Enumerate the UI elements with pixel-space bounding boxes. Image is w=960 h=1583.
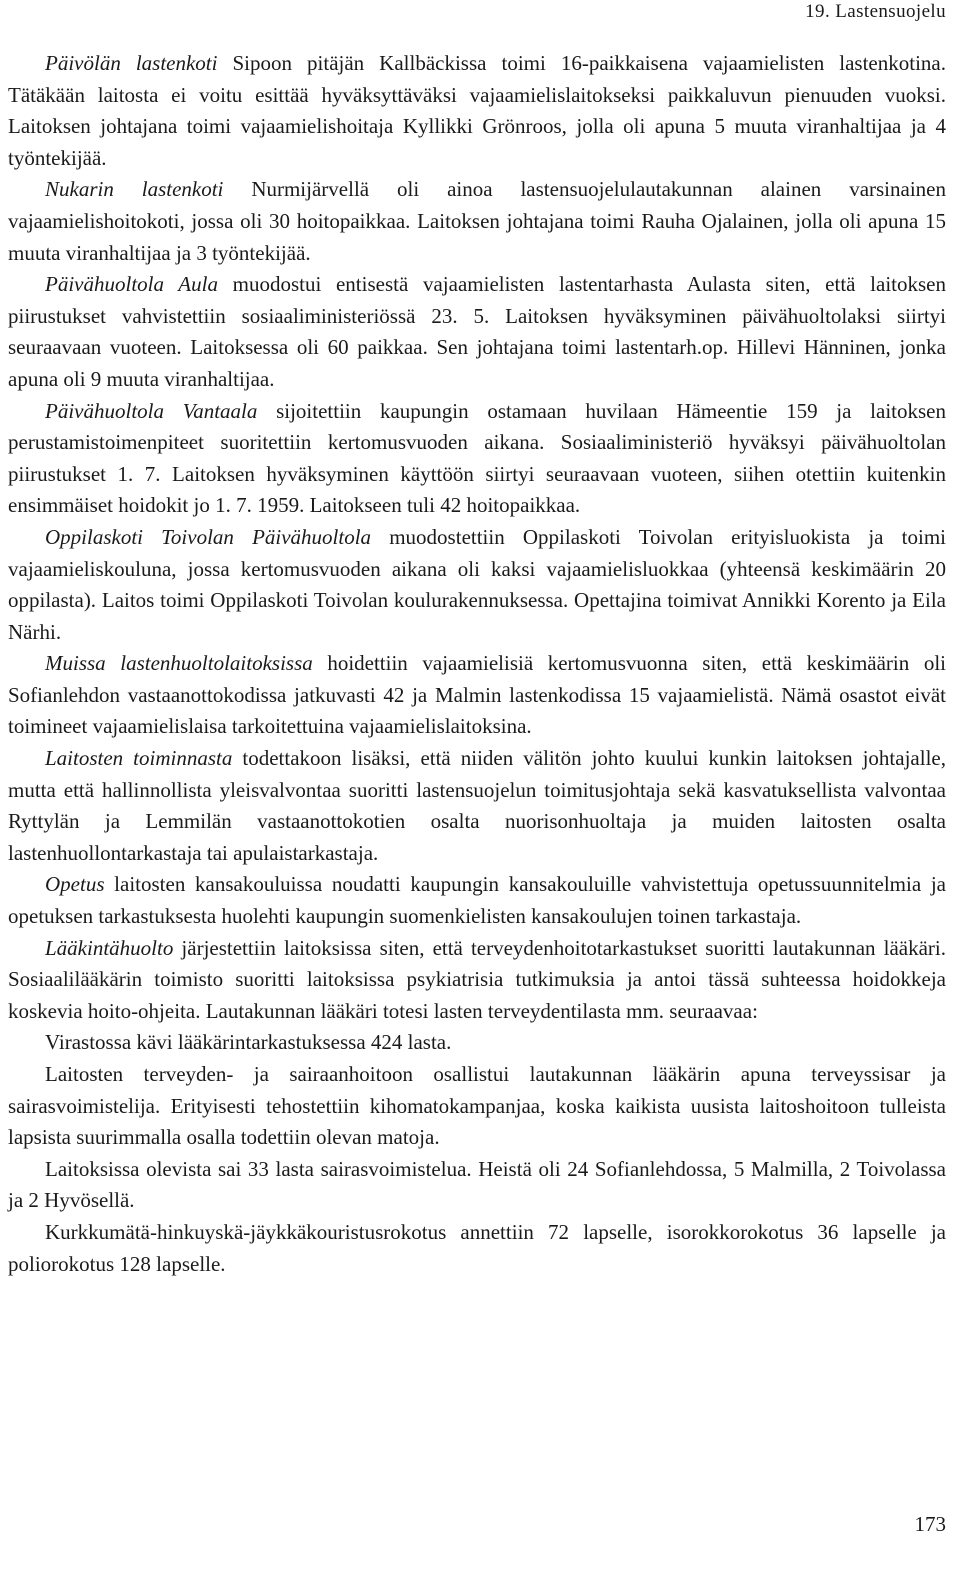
running-header: 19. Lastensuojelu: [805, 1, 946, 22]
paragraph-text: järjestettiin laitoksissa siten, että terveydenhoitotarkastukset suoritti lautakunnan lääkäri. Sosiaalilääkärin toimisto suoritti laitoksissa psykiatrisia tutkimuksia ja antoi tässä suhteessa hoidokkeja koskevia hoito-ohjeita. Lautakunnan lääkäri totesi lasten terveydentilasta mm. seuraavaa:: [8, 935, 946, 1023]
paragraph-opetus: [8, 869, 946, 932]
paragraph-muissa: [8, 648, 946, 743]
paragraph-text: Sipoon pitäjän Kallbäckissa toimi 16-paikkaisena vajaamielisten lastenkotina. Tätäkään laitosta ei voitu esittää hyväksyttäväksi vajaamielislaitokseksi paikkaluvun pienuuden vuoksi. Laitoksen johtajana toimi vajaamielishoitaja Kyllikki Grönroos, jolla oli apuna 5 muuta viranhaltijaa ja 4 työntekijää.: [8, 51, 946, 170]
paragraph-lead: Päivähuoltola Vantaala: [45, 398, 258, 423]
paragraph-lead: Opetus: [45, 872, 105, 897]
paragraph-text: Laitoksissa olevista sai 33 lasta sairasvoimistelua. Heistä oli 24 Sofianlehdossa, 5 Malmilla, 2 Toivolassa ja 2 Hyvösellä.: [8, 1156, 946, 1213]
paragraph-toivola: [8, 522, 946, 648]
paragraph-toiminnasta: [8, 743, 946, 869]
paragraph-text: Kurkkumätä-hinkuyskä-jäykkäkouristusrokotus annettiin 72 lapselle, isorokkorokotus 36 lapselle ja poliorokotus 128 lapselle.: [8, 1219, 946, 1276]
paragraph-nukari: [8, 174, 946, 269]
paragraph-text: laitosten kansakouluissa noudatti kaupungin kansakouluille vahvistettuja opetussuunnitelmia ja opetuksen tarkastuksesta huolehti kaupungin suomenkielisten kansakoulujen toinen tarkastaja.: [8, 872, 946, 929]
page-number: 173: [914, 1512, 946, 1536]
paragraph-aula: [8, 269, 946, 395]
paragraph-text: Nurmijärvellä oli ainoa lastensuojelulautakunnan alainen varsinainen vajaamielishoitokoti, jossa oli 30 hoitopaikkaa. Laitoksen johtajana toimi Rauha Ojalainen, jolla oli apuna 15 muuta viranhaltijaa ja 3 työntekijää.: [8, 177, 946, 265]
paragraph-rokotukset: [8, 1217, 946, 1280]
paragraph-lead: Päivölän lastenkoti: [45, 51, 218, 75]
paragraph-lead: Oppilaskoti Toivolan Päivähuoltola: [45, 524, 372, 549]
body-text: [8, 48, 946, 1280]
paragraph-text: muodostui entisestä vajaamielisten lastentarhasta Aulasta siten, että laitoksen piirustukset vahvistettiin sosiaaliministeriössä 23. 5. Laitoksen hyväksyminen päivähuoltolaksi siirtyi seuraavaan vuoteen. Laitoksessa oli 60 paikkaa. Sen johtajana toimi lastentarh.op. Hillevi Hänninen, jonka apuna oli 9 muuta viranhaltijaa.: [8, 272, 946, 391]
paragraph-paivola: [8, 48, 946, 174]
paragraph-text: todettakoon lisäksi, että niiden välitön johto kuului kunkin laitoksen johtajalle, mutta että hallinnollista yleisvalvontaa suoritti lastensuojelun toimitusjohtaja sekä kasvatuksellista valvontaa Ryttylän ja Lemmilän vastaanottokotien osalta nuorisonhuoltaja ja muiden laitosten osalta lastenhuollontarkastaja tai apulaistarkastaja.: [8, 746, 946, 865]
paragraph-text: Laitosten terveyden- ja sairaanhoitoon osallistui lautakunnan lääkärin apuna terveyssisar ja sairasvoimistelija. Erityisesti tehostettiin kihomatokampanjaa, koska kaikista uusista laitoshoitoon tulleista lapsista suurimmalla osalla todettiin olevan matoja.: [8, 1062, 946, 1150]
paragraph-text: hoidettiin vajaamielisiä kertomusvuonna siten, että keskimäärin oli Sofianlehdon vastaanottokodissa jatkuvasti 42 ja Malmin lastenkodissa 15 vajaamielistä. Nämä osastot eivät toimineet vajaamielislaisa tarkoitettuina vajaamielislaitoksina.: [8, 651, 946, 739]
paragraph-lead: Päivähuoltola Aula: [45, 272, 218, 297]
paragraph-vantaala: [8, 396, 946, 522]
paragraph-sairaanhoito: [8, 1059, 946, 1154]
paragraph-laakintahuolto: [8, 933, 946, 1028]
paragraph-lead: Nukarin lastenkoti: [45, 177, 224, 202]
paragraph-text: Virastossa kävi lääkärintarkastuksessa 424 lasta.: [45, 1030, 452, 1055]
paragraph-text: sijoitettiin kaupungin ostamaan huvilaan Hämeentie 159 ja laitoksen perustamistoimenpiteet suoritettiin kertomusvuoden aikana. Sosiaaliministeriö hyväksyi päivähuoltolan piirustukset 1. 7. Laitoksen hyväksyminen käyttöön siirtyi seuraavaan vuoteen, siihen otettiin kuitenkin ensimmäiset hoidokit jo 1. 7. 1959. Laitokseen tuli 42 hoitopaikkaa.: [8, 398, 946, 518]
paragraph-lead: Lääkintähuolto: [45, 935, 174, 960]
paragraph-text: muodostettiin Oppilaskoti Toivolan erityisluokista ja toimi vajaamieliskouluna, jossa kertomusvuoden aikana oli kaksi vajaamielisluokkaa (yhteensä keskimäärin 20 oppilasta). Laitos toimi Oppilaskoti Toivolan koulurakennuksessa. Opettajina toimivat Annikki Korento ja Eila Närhi.: [8, 524, 946, 644]
paragraph-lead: Muissa lastenhuoltolaitoksissa: [45, 651, 313, 676]
paragraph-virastossa: [8, 1027, 946, 1059]
paragraph-lead: Laitosten toiminnasta: [45, 746, 233, 771]
paragraph-sairasvoimistelu: [8, 1154, 946, 1217]
